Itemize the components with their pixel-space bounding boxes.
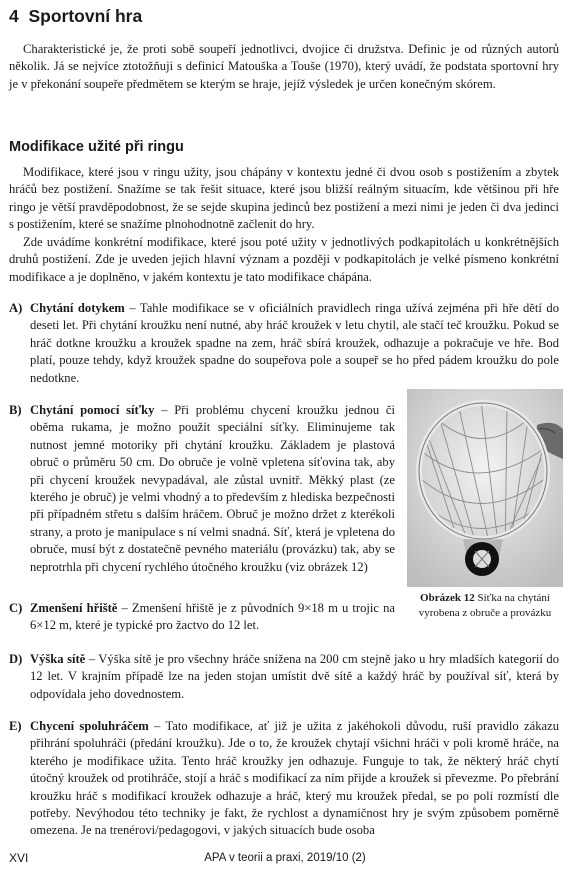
list-item-b (9, 402, 395, 576)
item-text: – Zmenšení hřiště je z původních 9×18 m u trojic na 6×12 m, které je typické pro žactvo do 12 let. (30, 601, 395, 633)
chapter-number: 4 (9, 6, 19, 26)
item-text: – Při problému chycení kroužku jednou či oběma rukama, je možno použít speciální síťky. Eliminujeme tak nutnost jemné motoriky při chytání kroužku. Základem je plastová obruč o průměru 50 cm. Do obruče je volně vpletena síťovina tak, aby při chycení kroužek nevypadával, ale zůstal uvnitř. Měkký plast (ze kterého je obruč) je velmi vhodný a to především z hlediska bezpečnosti při případném střetu s dalším hráčem. Obruč je možno držet z kterékoli strany, a proto je manipulace s ní velmi snadná. Síť, která je vpletena do obruče, musí být z dostatečně pevného materiálu (provázku) tak, aby se neprotrhla při chycení rychlého útočného kroužku (viz obrázek 12) (30, 403, 395, 574)
section-paragraph-1: Modifikace, které jsou v ringu užity, jsou chápány v kontextu jedné či dvou osob s postižením a zbytek hráčů bez postižení. Snažíme se tak řešit situace, které jsou bližší reálným situacím, kde většinou při hře ringo je větší pravděpodobnost, že se sejde skupina jedinců bez postižení a mezi nimi je jeden či dva jedinci s postižením, které se snažíme plnohodnotně začlenit do hry. (9, 165, 559, 232)
item-term: Výška sítě (30, 652, 86, 666)
item-text: – Výška sítě je pro všechny hráče snížena na 200 cm stejně jako u hry mladších kategorií do 12 let. V krajním případě lze na jeden stojan umístit dvě sítě a každý hráč by používal síť, která by odpovídala jeho dovednostem. (30, 652, 559, 701)
item-term: Chytání dotykem (30, 301, 125, 315)
chapter-heading (9, 5, 142, 27)
figure-caption-text: Síťka na chytání vyrobena z obruče a provázku (418, 592, 552, 619)
figure-label: Obrázek 12 (420, 592, 475, 604)
item-letter: D) (9, 652, 23, 666)
list-item-d (9, 651, 559, 703)
figure-12-photo (407, 389, 563, 587)
journal-footer: APA v teorii a praxi, 2019/10 (2) (204, 852, 366, 864)
item-term: Chycení spoluhráčem (30, 719, 149, 733)
item-letter: E) (9, 719, 22, 733)
ring-net-photo-icon (407, 389, 563, 587)
item-term: Chytání pomocí síťky (30, 403, 155, 417)
item-text: – Tahle modifikace se v oficiálních pravidlech ringa užívá zejména při hře dětí do deseti let. Při chytání kroužku není nutné, aby hráč kroužek v letu chytil, ale stačí teč kroužku. Pokud se hráč dotkne kroužku a kroužek spadne na zem, hráč sbírá kroužek, odhazuje a pokračuje ve hře. Bod platí, pouze tehdy, když kroužek spadne do soupeřova pole a soupeř se ho před pádem kroužku do pole nedotkne. (30, 301, 560, 385)
section-paragraph-2: Zde uvádíme konkrétní modifikace, které jsou poté užity v jednotlivých podkapitolách u konkrétnějších druhů postižení. Zde je uveden jejich hlavní význam a později v podkapitolách je velké písmeno konkrétní modifikace a je doplněno, v jakém kontextu je tato modifikace chápána. (9, 235, 559, 284)
list-item-a (9, 300, 559, 387)
item-letter: A) (9, 301, 23, 315)
figure-caption (407, 591, 563, 621)
page-number: XVI (9, 851, 29, 865)
item-term: Zmenšení hřiště (30, 601, 118, 615)
list-item-c (9, 600, 395, 635)
chapter-title: Sportovní hra (28, 6, 143, 26)
item-letter: B) (9, 403, 22, 417)
item-text: – Tato modifikace, ať již je užita z jakéhokoli důvodu, ruší pravidlo zákazu přihrání spoluhráči (předání kroužku). Jde o to, že kroužek chytají všichni hráči v poli kromě hráče, na kterého je modifikace užita. Tento hráč kroužky jen odhazuje. Funguje to tak, že některý hráč chytí útočný kroužek od protihráče, stojí a hráč s modifikací za ním přijde a kroužek si převezme. Po přebrání kroužku hráč s modifikací kroužek odhazuje a hráč, který mu kroužek předal, se po poli rozmístí dle potřeby. Nevýhodou této techniky je fakt, že rychlost a dynamičnost hry je svým způsobem poměrně omezena. Je na trenérovi/pedagogovi, v jakých situacích bude osoba (30, 719, 559, 838)
intro-paragraph: Charakteristické je, že proti sobě soupeří jednotlivci, dvojice či družstva. Definic je od různých autorů několik. Já se nejvíce ztotožňuji s definicí Matouška a Touše (1970), který uvádí, že podstata sportovní hry je v překonání soupeře předmětem se kterým se hraje, jejíž výsledek je určen konečným skórem. (9, 42, 559, 91)
item-letter: C) (9, 601, 23, 615)
section-heading: Modifikace užité při ringu (9, 139, 184, 155)
list-item-e (9, 718, 559, 840)
